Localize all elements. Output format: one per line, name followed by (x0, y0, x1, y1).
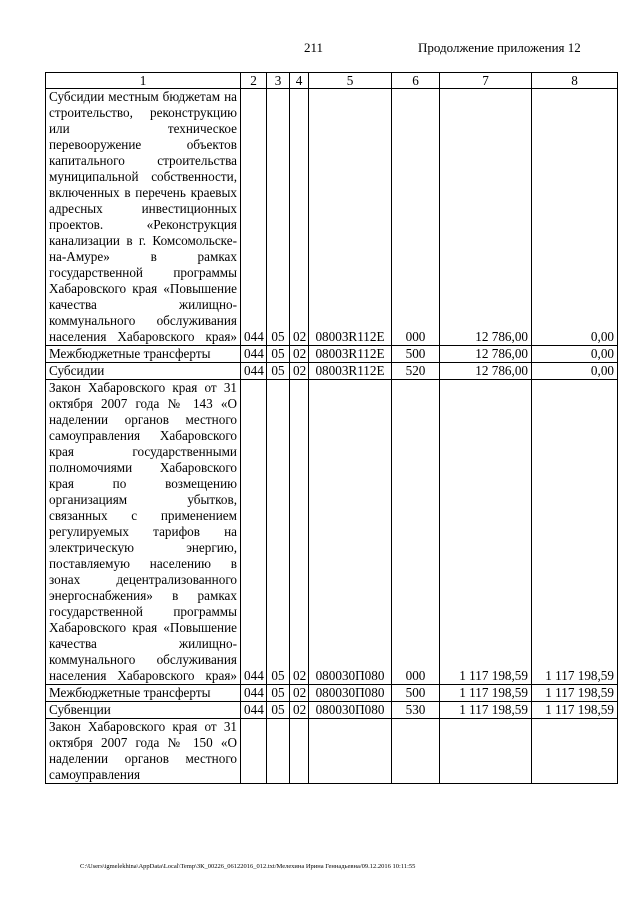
amount-value: 1 117 198,59 (440, 380, 532, 685)
description-line: жилищно-коммунального (49, 636, 237, 667)
description-line: на строительство, (49, 89, 237, 120)
description-line: Субсидии (49, 363, 105, 378)
description-line: Закон Хабаровского края от (49, 719, 217, 734)
chapter-code: 044 (241, 363, 267, 380)
description-line: программы Хабаровского края (49, 265, 237, 296)
description-line: «Повышение качества (49, 620, 237, 651)
amount-value-2: 0,00 (532, 363, 618, 380)
target-article-code: 08003R112E (309, 363, 392, 380)
target-article-code: 08003R112E (309, 89, 392, 346)
amount-value-2: 1 117 198,59 (532, 685, 618, 702)
section-code (267, 719, 290, 784)
description-line: Субвенции (49, 702, 111, 717)
description-line: государственной программы (49, 604, 237, 619)
chapter-code: 044 (241, 702, 267, 719)
row-description (46, 380, 241, 685)
description-line: обслуживания населения (49, 652, 237, 683)
expense-type-code: 500 (392, 346, 440, 363)
subsection-code: 02 (290, 702, 309, 719)
chapter-code (241, 719, 267, 784)
description-line: Хабаровского края» (117, 668, 237, 683)
description-line: Хабаровского края (49, 428, 237, 459)
description-line: Хабаровского края» (117, 329, 237, 344)
amount-value-2: 1 117 198,59 (532, 380, 618, 685)
column-header: 3 (267, 73, 290, 89)
description-line: «О наделении органов (49, 735, 237, 766)
description-line: «О наделении органов (49, 396, 237, 427)
description-line: техническое перевооружение (49, 121, 237, 152)
subsection-code: 02 (290, 685, 309, 702)
amount-value-2: 0,00 (532, 89, 618, 346)
description-line: перечень краевых адресных (49, 185, 237, 216)
description-line: поставляемую населению в (49, 556, 237, 571)
row-description (46, 719, 241, 784)
table-row (46, 346, 618, 363)
section-code: 05 (267, 702, 290, 719)
row-description (46, 346, 241, 363)
description-line: связанных с применением (49, 508, 237, 523)
description-line: объектов капитального (49, 137, 237, 168)
column-header: 2 (241, 73, 267, 89)
description-line: электрическую энергию, (49, 540, 237, 555)
target-article-code: 08003R112E (309, 346, 392, 363)
expense-type-code: 000 (392, 380, 440, 685)
subsection-code: 02 (290, 380, 309, 685)
description-line: государственными (132, 444, 237, 459)
amount-value: 1 117 198,59 (440, 702, 532, 719)
expense-type-code: 000 (392, 89, 440, 346)
section-code: 05 (267, 380, 290, 685)
chapter-code: 044 (241, 380, 267, 685)
description-line: Межбюджетные трансферты (49, 346, 211, 361)
description-line: реконструкцию или (49, 105, 237, 136)
table-header-row (46, 73, 618, 89)
amount-value-2 (532, 719, 618, 784)
table-row (46, 702, 618, 719)
description-line: Закон Хабаровского края от (49, 380, 217, 395)
description-line: организациям убытков, (49, 492, 237, 507)
expense-type-code: 500 (392, 685, 440, 702)
subsection-code: 02 (290, 89, 309, 346)
column-header: 5 (309, 73, 392, 89)
amount-value-2: 1 117 198,59 (532, 702, 618, 719)
section-code: 05 (267, 363, 290, 380)
row-description (46, 702, 241, 719)
subsection-code (290, 719, 309, 784)
column-header: 6 (392, 73, 440, 89)
target-article-code: 080030П080 (309, 380, 392, 685)
column-header: 1 (46, 73, 241, 89)
description-line: 31 октября 2007 года № 150 (49, 719, 237, 750)
row-description (46, 685, 241, 702)
chapter-code: 044 (241, 89, 267, 346)
chapter-code: 044 (241, 685, 267, 702)
description-line: «Повышение качества (49, 281, 237, 312)
row-description (46, 89, 241, 346)
amount-value: 1 117 198,59 (440, 685, 532, 702)
expense-type-code (392, 719, 440, 784)
expense-type-code: 520 (392, 363, 440, 380)
appendix-continuation-label: Продолжение приложения 12 (418, 40, 581, 55)
section-code: 05 (267, 346, 290, 363)
description-line: строительства муниципальной (49, 153, 237, 184)
table-row (46, 380, 618, 685)
target-article-code: 080030П080 (309, 685, 392, 702)
description-line: края по возмещению (49, 476, 237, 491)
description-line: полномочиями Хабаровского (49, 460, 237, 475)
target-article-code (309, 719, 392, 784)
description-line: инвестиционных проектов. (49, 201, 237, 232)
description-line: Хабаровского края (49, 620, 158, 635)
description-line: 31 октября 2007 года № 143 (49, 380, 237, 411)
description-line: местного самоуправления (49, 412, 237, 443)
budget-table (45, 72, 618, 784)
target-article-code: 080030П080 (309, 702, 392, 719)
description-line: Межбюджетные трансферты (49, 685, 211, 700)
chapter-code: 044 (241, 346, 267, 363)
amount-value (440, 719, 532, 784)
description-line: регулируемых тарифов на (49, 524, 237, 539)
table-row (46, 89, 618, 346)
section-code: 05 (267, 685, 290, 702)
description-line: энергоснабжения» в рамках (49, 588, 237, 603)
description-line: «Реконструкция канализации (49, 217, 237, 248)
amount-value: 12 786,00 (440, 363, 532, 380)
column-header: 7 (440, 73, 532, 89)
description-line: местного самоуправления (49, 751, 237, 782)
table-row (46, 363, 618, 380)
amount-value: 12 786,00 (440, 346, 532, 363)
column-header: 4 (290, 73, 309, 89)
subsection-code: 02 (290, 346, 309, 363)
description-line: обслуживания населения (49, 313, 237, 344)
section-code: 05 (267, 89, 290, 346)
description-line: Субсидии местным бюджетам (49, 89, 221, 104)
table-row (46, 719, 618, 784)
description-line: зонах децентрализованного (49, 572, 237, 587)
table-row (46, 685, 618, 702)
amount-value-2: 0,00 (532, 346, 618, 363)
amount-value: 12 786,00 (440, 89, 532, 346)
subsection-code: 02 (290, 363, 309, 380)
footer-file-path: C:\Users\igmelekhina\AppData\Local\Temp\ЗК_00226_06122016_012.txt/Мелехина Ирина Геннадьевна/09.12.2016 10:11:55 (80, 863, 416, 870)
column-header: 8 (532, 73, 618, 89)
description-line: в г. Комсомольске-на-Амуре» (49, 233, 237, 264)
row-description (46, 363, 241, 380)
description-line: собственности, включенных в (49, 169, 237, 200)
expense-type-code: 530 (392, 702, 440, 719)
description-line: в рамках государственной (49, 249, 237, 280)
description-line: жилищно-коммунального (49, 297, 237, 328)
page-number: 211 (304, 40, 324, 55)
